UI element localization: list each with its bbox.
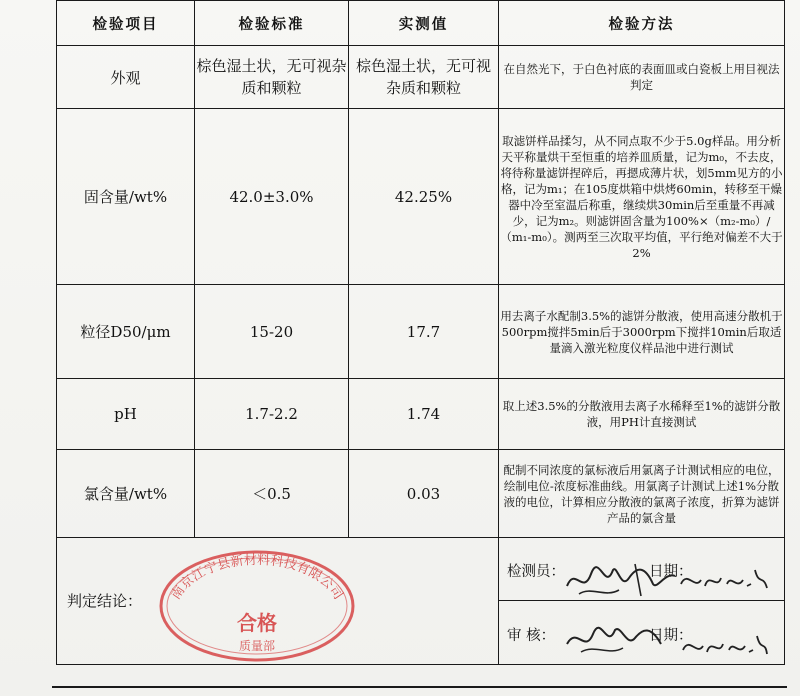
standard-cell: 42.0±3.0%: [195, 109, 349, 285]
measured-cell: 棕色湿土状，无可视杂质和颗粒: [349, 46, 499, 109]
method-cell: 取滤饼样品揉匀，从不同点取不少于5.0g样品。用分析天平称量烘干至恒重的培养皿质量，记为m₀，不去皮，将待称量滤饼捏碎后，再摁成薄片状，划5mm见方的小格，记为m₁；在105度烘箱中烘烤60min，转移至干燥器中冷至室温后称重，继续烘30min后至重量不再减少，记为m₂。则滤饼固含量为100%×（m₂-m₀）/（m₁-m₀）。测两至三次取平均值，平行绝对偏差不大于2%: [499, 109, 785, 285]
method-cell: 在自然光下，于白色衬底的表面皿或白瓷板上用目视法判定: [499, 46, 785, 109]
standard-cell: 棕色湿土状，无可视杂质和颗粒: [195, 46, 349, 109]
qualified-seal: [153, 544, 361, 662]
reviewer-date-handwritten: [679, 628, 769, 660]
bottom-rule: [52, 686, 787, 688]
conclusion-row: [57, 538, 785, 665]
standard-cell: ＜0.5: [195, 450, 349, 538]
item-cell: 外观: [57, 46, 195, 109]
reviewer-label: 审 核：: [507, 628, 556, 644]
measured-cell: 17.7: [349, 285, 499, 379]
measured-cell: 42.25%: [349, 109, 499, 285]
table-row-particle-size: [57, 285, 785, 379]
inspection-table: [56, 0, 785, 665]
measured-cell: 1.74: [349, 379, 499, 450]
header-measured: 实测值: [349, 1, 499, 46]
seal-ring-text: 南京江宁县新材料科技有限公司: [168, 552, 346, 603]
signature-cell: [499, 538, 785, 665]
table-row-appearance: [57, 46, 785, 109]
header-standard: 检验标准: [195, 1, 349, 46]
standard-cell: 1.7-2.2: [195, 379, 349, 450]
inspector-date-label: 日期：: [649, 564, 693, 580]
header-row: [57, 1, 785, 46]
seal-sub-text: 质量部: [238, 639, 276, 653]
item-cell: 粒径D50/μm: [57, 285, 195, 379]
inspector-signature: [561, 556, 681, 606]
item-cell: pH: [57, 379, 195, 450]
conclusion-cell: [57, 538, 499, 665]
table-row-chlorine: [57, 450, 785, 538]
measured-cell: 0.03: [349, 450, 499, 538]
method-cell: 取上述3.5%的分散液用去离子水稀释至1%的滤饼分散液，用PH计直接测试: [499, 379, 785, 450]
standard-cell: 15-20: [195, 285, 349, 379]
method-cell: 用去离子水配制3.5%的滤饼分散液，使用高速分散机于500rpm搅拌5min后于3000rpm下搅拌10min后取适量滴入激光粒度仪样品池中进行测试: [499, 285, 785, 379]
table-row-solid-content: [57, 109, 785, 285]
header-method: 检验方法: [499, 1, 785, 46]
item-cell: 氯含量/wt%: [57, 450, 195, 538]
method-cell: 配制不同浓度的氯标液后用氯离子计测试相应的电位，绘制电位-浓度标准曲线。用氯离子计测试上述1%分散液的电位，计算相应分散液的氯离子浓度，折算为滤饼产品的氯含量: [499, 450, 785, 538]
header-item: 检验项目: [57, 1, 195, 46]
inspector-date-handwritten: [677, 560, 769, 596]
inspector-label: 检测员：: [507, 564, 565, 580]
reviewer-signature: [561, 618, 671, 662]
conclusion-label: 判定结论：: [67, 592, 143, 610]
item-cell: 固含量/wt%: [57, 109, 195, 285]
table-row-ph: [57, 379, 785, 450]
seal-center-text: 合格: [237, 611, 277, 635]
reviewer-date-label: 日期：: [649, 628, 693, 644]
